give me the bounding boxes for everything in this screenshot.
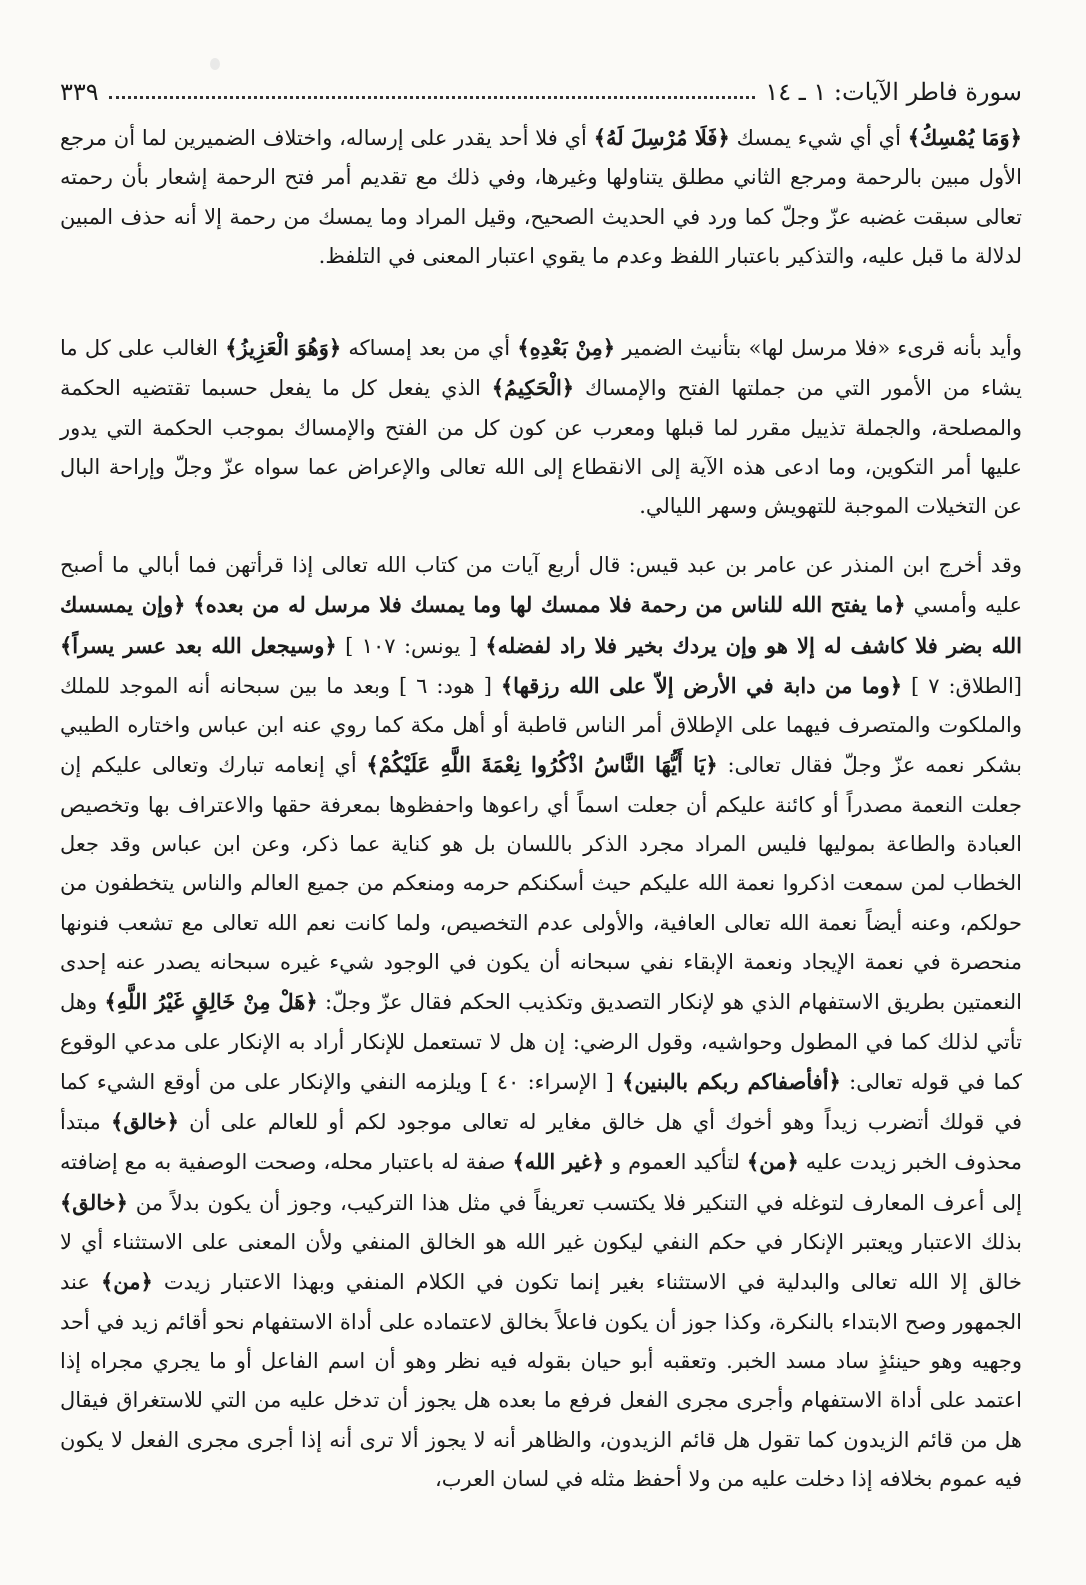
paragraph-2 [60, 328, 1022, 526]
running-header [60, 74, 1022, 110]
quran-quote: ﴿وَهُوَ الْعَزِيزُ﴾ [225, 335, 342, 360]
text-run: وهل تأتي لذلك كما في المطول وحواشيه، وقول الرضي: إن هل لا تستعمل للإنكار أراد به الإنكار على مدعي الوقوع كما في قوله تعالى: [60, 990, 1022, 1094]
text-run: أي فلا أحد يقدر على إرساله، واختلاف الضميرين لما أن مرجع الأول مبين بالرحمة ومرجع الثاني مطلق يتناولها وغيرها، وفي ذلك مع تقديم أمر فتح الرحمة إشعار بأن رحمته تعالى سبقت غضبه عزّ وجلّ كما ورد في الحديث الصحيح، وقيل المراد وما يمسك من رحمة إلا أنه حذف المبين لدلالة ما قبل عليه، والتذكير باعتبار اللفظ وعدم ما يقوي اعتبار المعنى في التلفظ. [60, 126, 1022, 268]
quran-quote: ﴿خالق﴾ [60, 1189, 128, 1215]
quran-quote: ﴿فَلَا مُرْسِلَ لَهُ﴾ [593, 125, 730, 150]
quran-quote: ﴿يَا أَيُّهَا النَّاسُ اذْكُرُوا نِعْمَةَ اللَّهِ عَلَيْكُمْ﴾ [366, 752, 718, 778]
quran-quote: ﴿وإن يمسسك الله بضر فلا كاشف له إلا هو وإن يردك بخير فلا راد لفضله﴾ [60, 592, 1023, 658]
text-run: وقد أخرج ابن المنذر عن عامر بن عبد قيس: قال أربع آيات من كتاب الله تعالى إذا قرأتهن فما أبالي ما أصبح عليه وأمسي [60, 553, 1022, 618]
text-run: أي أي شيء يمسك [729, 126, 908, 150]
text-run: [الطلاق: ٧ ] [902, 673, 1022, 698]
quran-quote: ﴿غير الله﴾ [512, 1149, 605, 1175]
quran-quote: ﴿وما من دابة في الأرض إلاّ على الله رزقها﴾ [500, 672, 903, 698]
quran-quote: ﴿الْحَكِيمُ﴾ [491, 375, 575, 401]
header-title: سورة فاطر الآيات: ١ ـ ١٤ [765, 78, 1022, 106]
header-leader-dots [109, 86, 756, 99]
text-run: الذي يفعل كل ما يفعل حسبما تقتضيه الحكمة والمصلحة، والجملة تذييل مقرر لما قبلها ومعرب عن كون كل من الفتح والإمساك بموجب الحكمة التي يدور عليها أمر التكوين، وما ادعى هذه الآية إلى الانقطاع إلى الله تعالى والإعراض عما سواه عزّ وجلّ وإراحة البال عن التخيلات الموجبة للتهويش وسهر الليالي. [60, 376, 1022, 519]
text-run: عند الجمهور وصح الابتداء بالنكرة، وكذا جوز أن يكون فاعلاً بخالق لاعتماده على أداة الاستفهام نحو أقائم زيد في أحد وجهيه وهو حينئذٍ ساد مسد الخبر. وتعقبه أبو حيان بقوله فيه نظر وهو أن اسم الفاعل أو ما يجري مجراه إذا اعتمد على أداة الاستفهام وأجرى مجرى الفعل فرفع ما بعده هل يجوز أن تدخل عليه من التي للاستغراق فيقال هل من قائم الزيدون كما تقول هل قائم الزيدون، والظاهر أنه لا يجوز ألا ترى أنه إذا أجرى مجرى الفعل لا يكون فيه عموم بخلافه إذا دخلت عليه من ولا أحفظ مثله في لسان العرب، [60, 1270, 1022, 1491]
text-run: مبتدأ محذوف الخبر زيدت عليه [60, 1110, 1022, 1175]
text-run: بذلك الاعتبار ويعتبر الإنكار في حكم النفي ليكون غير الله هو الخالق المنفي ولأن المعنى على الاستثناء أي لا خالق إلا الله تعالى والبدلية في الاستثناء بغير إنما تكون في الكلام المنفي وبهذا الاعتبار زيدت [60, 1230, 1022, 1295]
text-run: صفة له باعتبار محله، وصحت الوصفية به مع إضافته إلى أعرف المعارف لتوغله في التنكير فلا يكتسب تعريفاً في مثل هذا التركيب، وجوز أن يكون بدلاً من [60, 1150, 1022, 1215]
quran-quote: ﴿وسيجعل الله بعد عسر يسراً﴾ [60, 632, 337, 658]
text-run: [ الإسراء: ٤٠ ] ويلزمه النفي والإنكار على من أوقع الشيء كما في قولك أتضرب زيداً وهو أخوك أي هل خالق مغاير له تعالى موجود لكم أو للعالم على أن [60, 1069, 1022, 1135]
quran-quote: ﴿ما يفتح الله للناس من رحمة فلا ممسك لها وما يمسك فلا مرسل له من بعده﴾ [193, 592, 906, 618]
quran-quote: ﴿هَلْ مِنْ خَالِقٍ غَيْرُ اللَّهِ﴾ [104, 989, 318, 1015]
paragraph-1 [60, 118, 1022, 276]
quran-quote: ﴿خالق﴾ [111, 1109, 179, 1135]
text-run: [ يونس: ١٠٧ ] [336, 633, 486, 658]
text-run: [ هود: ٦ ] وبعد ما بين سبحانه أنه الموجد للملك والملكوت والمتصرف فيهما على الإطلاق أمر الناس قاطبة أو أهل مكة كما روي عنه ابن عباس واختاره الطيبي بشكر نعمه عزّ وجلّ فقال تعالى: [60, 673, 1022, 778]
quran-quote: ﴿وَمَا يُمْسِكُ﴾ [907, 125, 1022, 150]
quran-quote: ﴿مِنْ بَعْدِهِ﴾ [517, 335, 616, 360]
paper-smudge [210, 58, 220, 70]
quran-quote: ﴿من﴾ [746, 1149, 799, 1175]
page-number: ٣٣٩ [60, 78, 99, 106]
text-run: وأيد بأنه قرىء «فلا مرسل لها» بتأنيث الضمير [615, 336, 1022, 360]
text-run: لتأكيد العموم و [604, 1150, 747, 1175]
text-run: أي من بعد إمساكه [341, 336, 518, 360]
quran-quote: ﴿من﴾ [100, 1269, 153, 1295]
paragraph-3 [60, 546, 1022, 1499]
text-run: أي إنعامه تبارك وتعالى عليكم إن جعلت النعمة مصدراً أو كائنة عليكم أن جعلت اسماً أي راعوها واحفظوها بمعرفة حقها والاعتراف بها وتخصيص العبادة والطاعة بموليها فليس المراد مجرد الذكر باللسان بل هو كناية عما ذكر، وعن ابن عباس وقد جعل الخطاب لمن سمعت اذكروا نعمة الله عليكم حيث أسكنكم حرمه ومنعكم من جميع العالم والناس يتخطفون من حولكم، وعنه أيضاً نعمة الله تعالى العافية، والأولى عدم التخصيص، ولما كانت نعم الله تعالى مع تشعب فنونها منحصرة في نعمة الإيجاد ونعمة الإبقاء نفي سبحانه أن يكون في الوجود شيء غيره سبحانه يصدر عنه إحدى النعمتين بطريق الاستفهام الذي هو لإنكار التصديق وتكذيب الحكم فقال عزّ وجلّ: [60, 753, 1023, 1015]
text-run: الغالب على كل ما يشاء من الأمور التي من جملتها الفتح والإمساك [60, 336, 1022, 401]
quran-quote: ﴿أفأصفاكم ربكم بالبنين﴾ [622, 1068, 841, 1094]
